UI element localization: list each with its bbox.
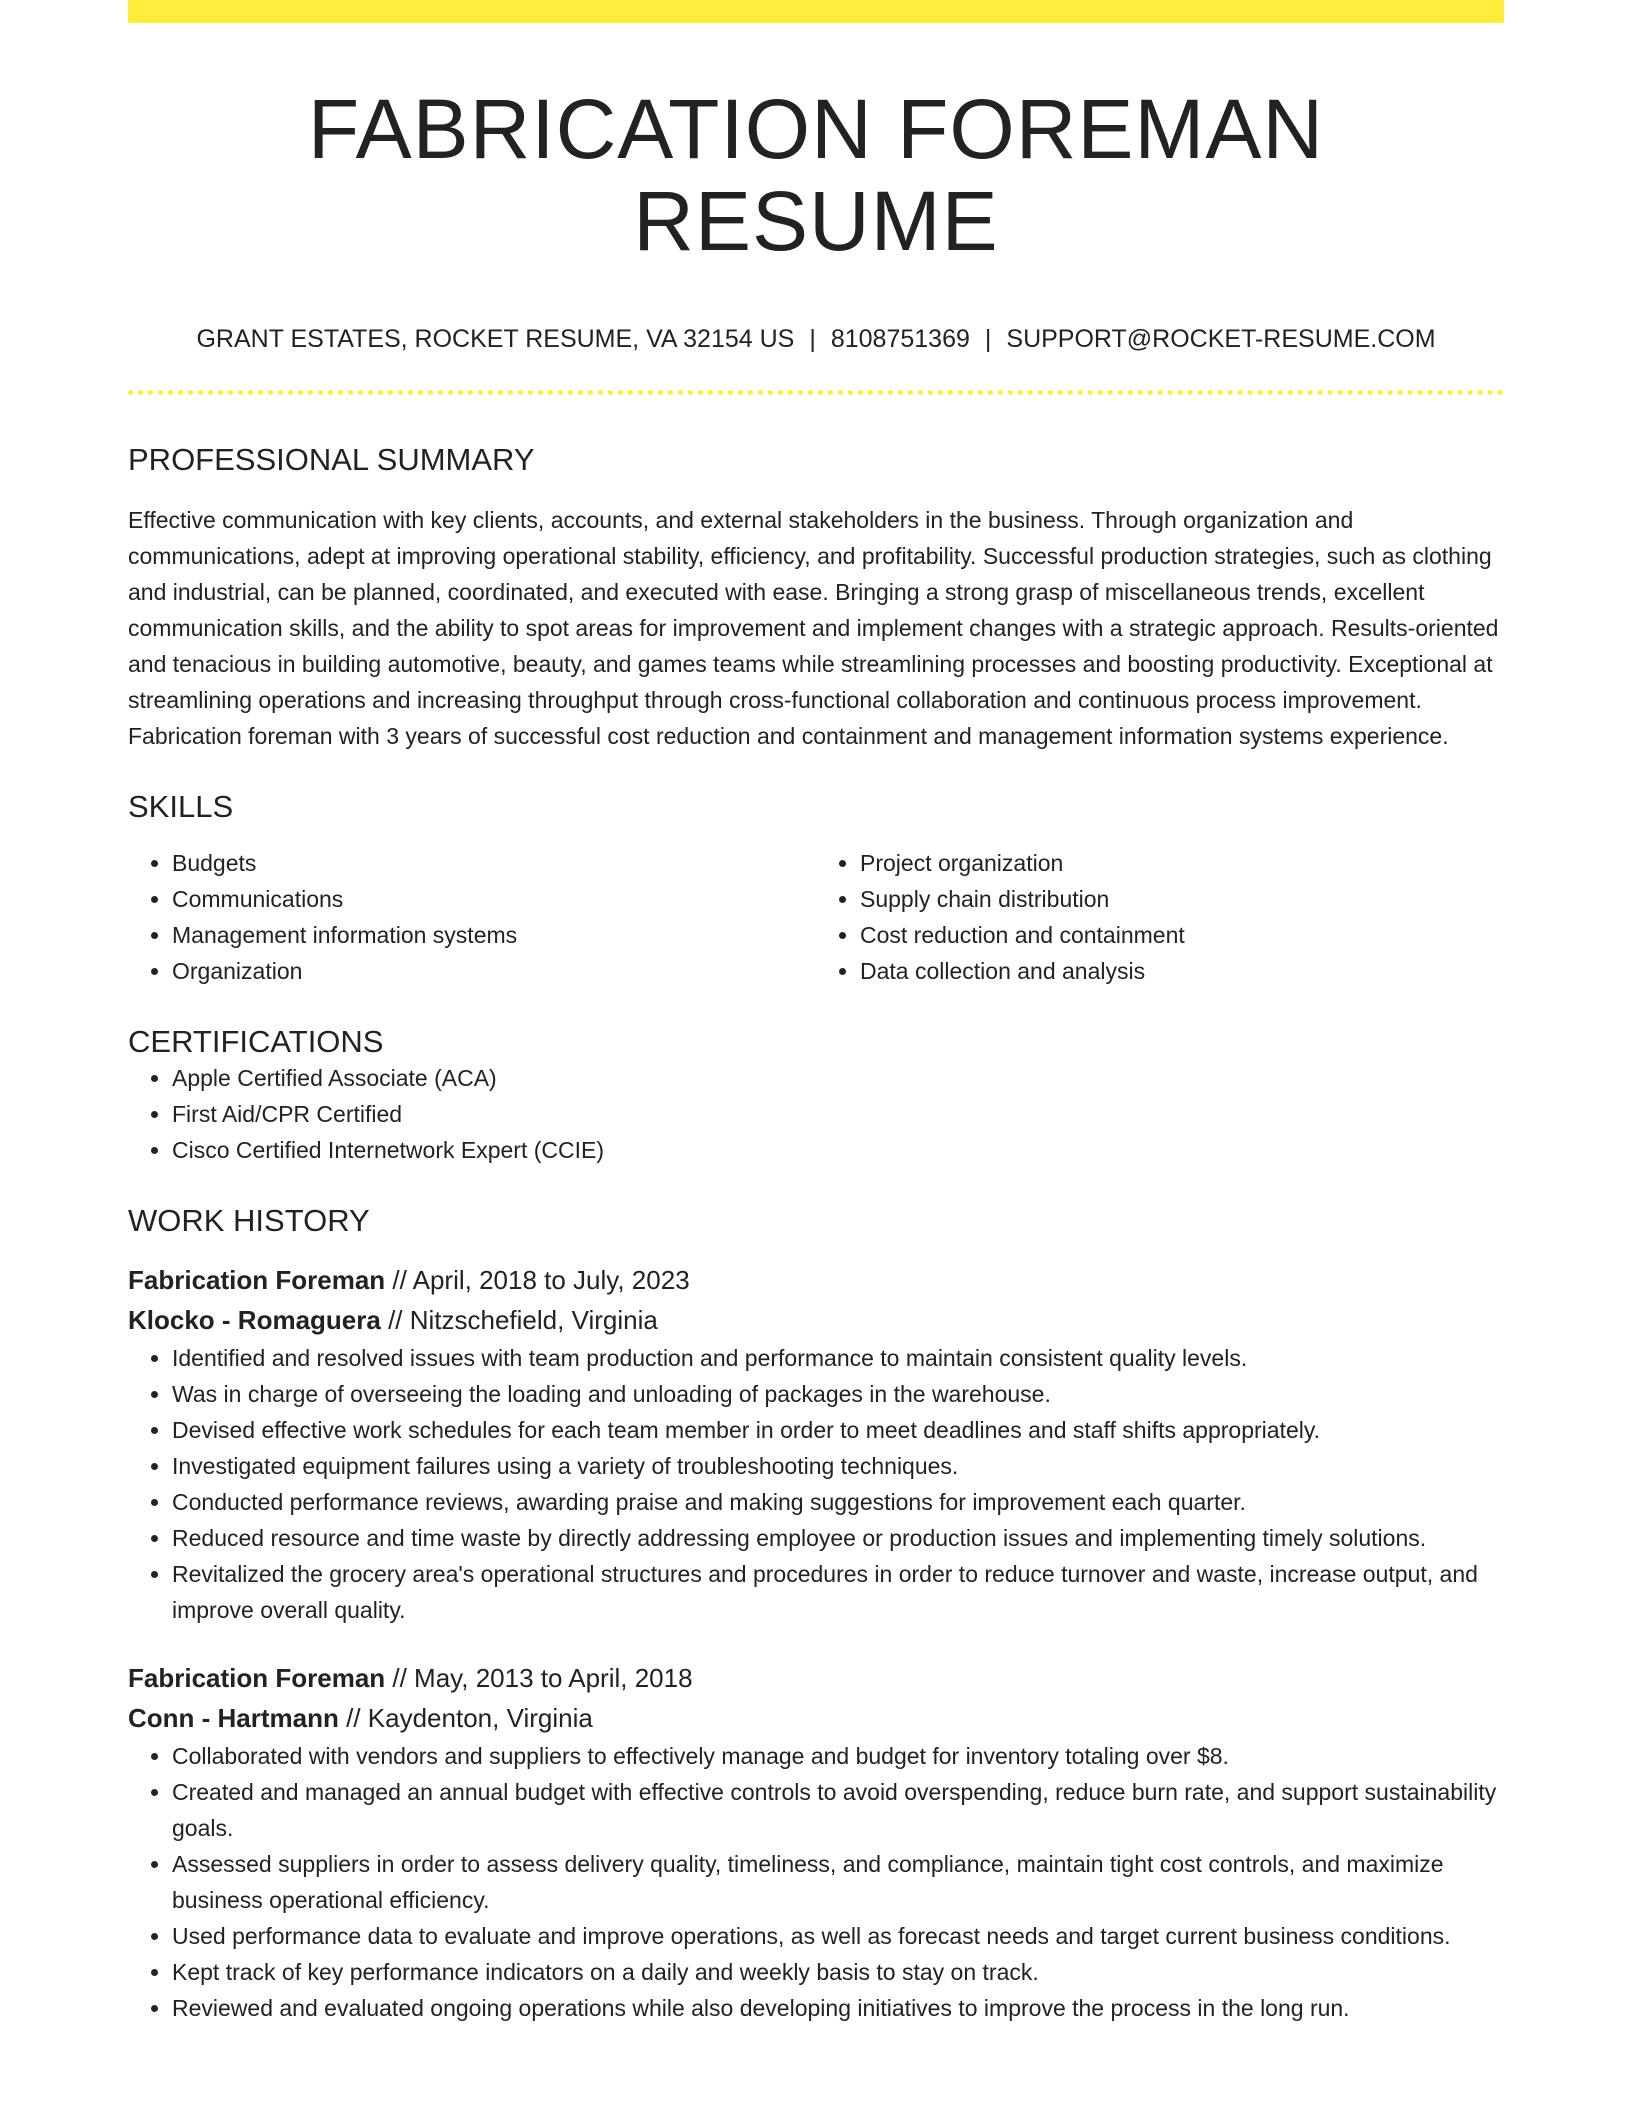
job-location: // Nitzschefield, Virginia <box>388 1304 658 1335</box>
job-dates: // May, 2013 to April, 2018 <box>392 1662 693 1693</box>
job-bullet-list <box>128 1340 1504 1628</box>
contact-address: GRANT ESTATES, ROCKET RESUME, VA 32154 US <box>196 324 795 353</box>
job-company: Conn - Hartmann <box>128 1702 339 1733</box>
work-history-section <box>128 1202 1504 2025</box>
contact-line <box>128 324 1504 354</box>
contact-phone: 8108751369 <box>830 324 970 353</box>
skills-columns <box>128 845 1504 989</box>
job-entry <box>128 1260 1504 1628</box>
job-bullet: • Collaborated with vendors and suppliers to effectively manage and budget for inventory totaling over $8. <box>172 1738 1504 1774</box>
job-title: Fabrication Foreman <box>128 1662 386 1693</box>
job-bullet: • Conducted performance reviews, awarding praise and making suggestions for improvement each quarter. <box>172 1484 1504 1520</box>
job-title: Fabrication Foreman <box>128 1264 386 1295</box>
certification-item: • First Aid/CPR Certified <box>172 1096 1504 1132</box>
certifications-section <box>128 1023 1504 1168</box>
section-heading-skills: SKILLS <box>128 788 234 824</box>
contact-separator: | <box>809 324 816 353</box>
job-company-line <box>128 1300 1504 1340</box>
certification-item: • Cisco Certified Internetwork Expert (CCIE) <box>172 1132 1504 1168</box>
job-company: Klocko - Romaguera <box>128 1304 381 1335</box>
job-bullet: • Kept track of key performance indicators on a daily and weekly basis to stay on track. <box>172 1954 1504 1990</box>
section-heading-work-history: WORK HISTORY <box>128 1203 370 1239</box>
skill-item: • Organization <box>172 953 816 989</box>
skill-item: • Data collection and analysis <box>860 953 1504 989</box>
job-bullet: • Investigated equipment failures using a variety of troubleshooting techniques. <box>172 1448 1504 1484</box>
job-bullet: • Created and managed an annual budget with effective controls to avoid overspending, reduce burn rate, and support sustainability goals. <box>172 1774 1504 1846</box>
job-bullet: • Revitalized the grocery area's operational structures and procedures in order to reduce turnover and waste, increase output, and improve overall quality. <box>172 1556 1504 1628</box>
job-title-line <box>128 1658 1504 1698</box>
certification-item: • Apple Certified Associate (ACA) <box>172 1060 1504 1096</box>
job-bullet: • Devised effective work schedules for each team member in order to meet deadlines and staff shifts appropriately. <box>172 1412 1504 1448</box>
job-location: // Kaydenton, Virginia <box>346 1702 593 1733</box>
section-heading-certifications: CERTIFICATIONS <box>128 1024 384 1060</box>
professional-summary-section <box>128 441 1504 754</box>
accent-top-bar <box>128 0 1504 23</box>
job-bullet: • Was in charge of overseeing the loading and unloading of packages in the warehouse. <box>172 1376 1504 1412</box>
job-bullet: • Reviewed and evaluated ongoing operations while also developing initiatives to improve the process in the long run. <box>172 1990 1504 2026</box>
job-bullet: • Used performance data to evaluate and improve operations, as well as forecast needs and target current business conditions. <box>172 1918 1504 1954</box>
contact-email: SUPPORT@ROCKET-RESUME.COM <box>1006 324 1436 353</box>
skill-item: • Management information systems <box>172 917 816 953</box>
resume-title: FABRICATION FOREMAN RESUME <box>307 82 1325 269</box>
contact-separator: | <box>984 324 992 353</box>
skills-list-left <box>128 845 816 989</box>
dotted-divider <box>128 390 1504 395</box>
skill-item: • Cost reduction and containment <box>860 917 1504 953</box>
skill-item: • Supply chain distribution <box>860 881 1504 917</box>
job-dates: // April, 2018 to July, 2023 <box>392 1264 690 1295</box>
skill-item: • Project organization <box>860 845 1504 881</box>
job-bullet: • Reduced resource and time waste by directly addressing employee or production issues and implementing timely solutions. <box>172 1520 1504 1556</box>
job-entry <box>128 1658 1504 2026</box>
resume-page <box>128 0 1504 2026</box>
job-company-line <box>128 1698 1504 1738</box>
job-bullet-list <box>128 1738 1504 2026</box>
skills-section <box>128 788 1504 989</box>
section-heading-summary: PROFESSIONAL SUMMARY <box>128 441 535 477</box>
skill-item: • Communications <box>172 881 816 917</box>
certifications-list <box>128 1060 1504 1168</box>
job-bullet: • Assessed suppliers in order to assess delivery quality, timeliness, and compliance, maintain tight cost controls, and maximize business operational efficiency. <box>172 1846 1504 1918</box>
job-title-line <box>128 1260 1504 1300</box>
skill-item: • Budgets <box>172 845 816 881</box>
skills-list-right <box>816 845 1504 989</box>
summary-paragraph: Effective communication with key clients, accounts, and external stakeholders in the business. Through organization and communications, adept at improving operational stability, efficiency, and profitability. Successful production strategies, such as clothing and industrial, can be planned, coordinated, and executed with ease. Bringing a strong grasp of miscellaneous trends, excellent communication skills, and the ability to spot areas for improvement and implement changes with a strategic approach. Results-oriented and tenacious in building automotive, beauty, and games teams while streamlining processes and boosting productivity. Exceptional at streamlining operations and increasing throughput through cross-functional collaboration and continuous process improvement. Fabrication foreman with 3 years of successful cost reduction and containment and management information systems experience. <box>128 506 1499 749</box>
job-bullet: • Identified and resolved issues with team production and performance to maintain consistent quality levels. <box>172 1340 1504 1376</box>
